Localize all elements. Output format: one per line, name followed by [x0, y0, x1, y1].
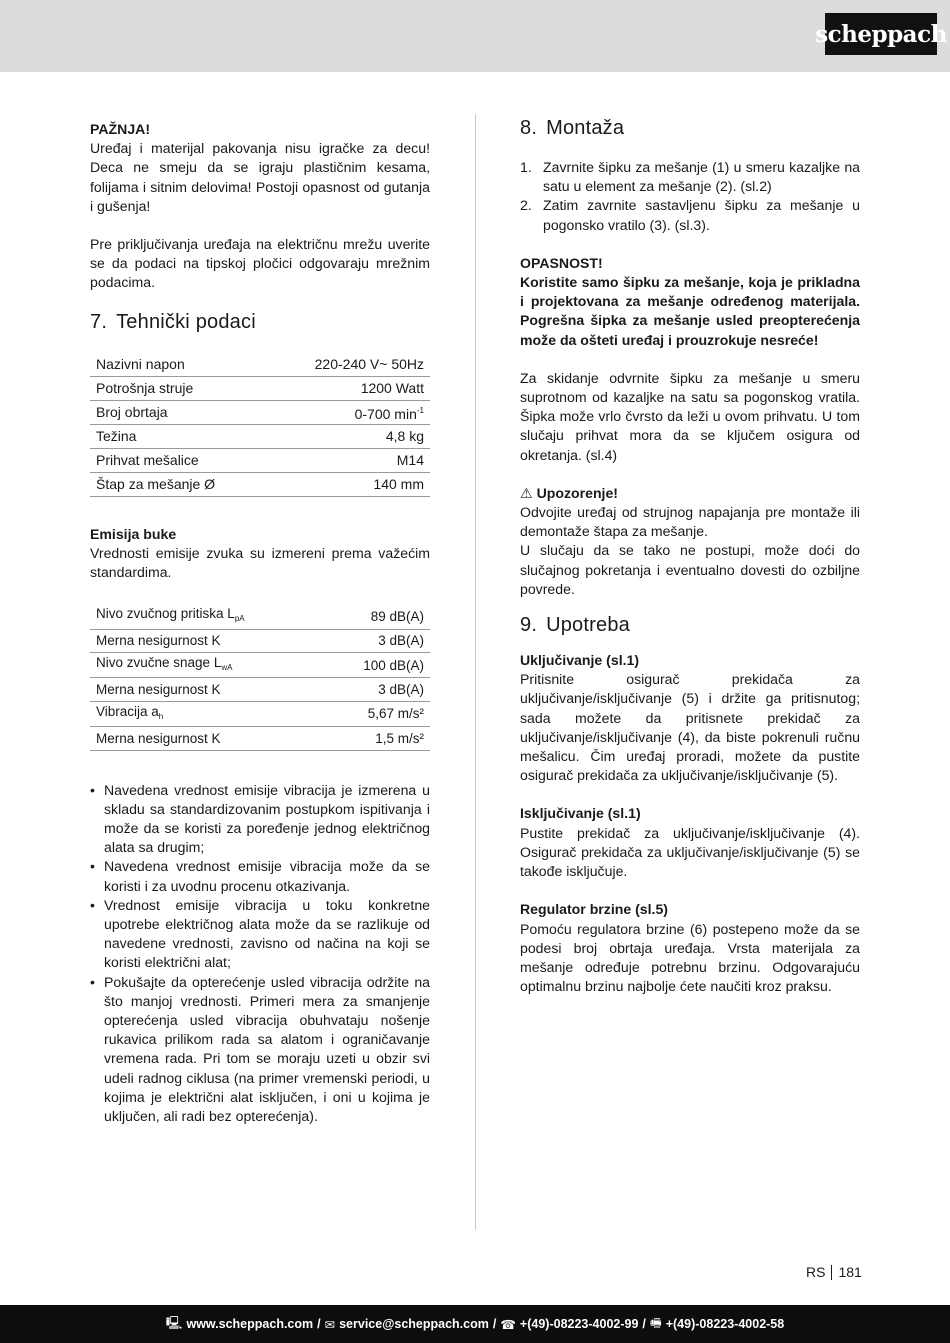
fax-icon: 🖷: [649, 1315, 662, 1330]
tech-label: Broj obrtaja: [90, 400, 267, 424]
caution-title: ⚠ Upozorenje!: [520, 484, 618, 501]
noise-value: 3 dB(A): [324, 678, 430, 702]
tech-label: Potrošnja struje: [90, 376, 267, 400]
tech-value: M14: [267, 448, 430, 472]
unit-superscript: -1: [416, 405, 424, 415]
warning-text: Uređaj i materijal pakovanja nisu igračke za decu! Deca ne smeju da se igraju plastičnim kesama, folijama i sitnim delovima! Postoji opasnost od gutanja i gušenja!: [90, 140, 430, 214]
table-row: [90, 727, 430, 751]
scheppach-logo: scheppach: [825, 13, 937, 55]
left-column: [90, 120, 430, 1126]
speed-title: Regulator brzine (sl.5): [520, 901, 669, 918]
tech-value: 0-700 $\min^{-1}$: [267, 400, 430, 424]
table-row: [90, 629, 430, 653]
noise-label: Nivo zvučne snage $L_{wA}$: [90, 653, 324, 678]
speed-text: Pomoću regulatora brzine (6) postepeno može da se podesi broj obrtaja uređaja. Vrsta materijala za mešanje određuje potrebnu brzinu. Odgovarajuću optimalnu brzinu najbolje ćete naučiti kroz praksu.: [520, 920, 860, 995]
page-num: 181: [838, 1264, 862, 1280]
danger-text: Koristite samo šipku za mešanje, koja je prikladna i projektovana za mešanje određenog materijala. Pogrešna šipka za mešanje usled preopterećenja može da ošteti uređaj i prouzrokuje nesreće!: [520, 274, 860, 348]
table-row: [90, 678, 430, 702]
noise-label: Merna nesigurnost K: [90, 629, 324, 653]
noise-label: Merna nesigurnost K: [90, 727, 324, 751]
noise-value: 1,5 m/s²: [324, 727, 430, 751]
table-row: [90, 376, 430, 400]
mains-text: Pre priključivanja uređaja na električnu mrežu uverite se da podaci na tipskoj pločici odgovaraju mrežnim podacima.: [90, 236, 430, 291]
use-heading: 9. Upotreba: [520, 614, 630, 637]
tech-value: 140 mm: [267, 472, 430, 496]
danger-title: OPASNOST!: [520, 254, 603, 271]
table-row: [90, 353, 430, 377]
table-row: [90, 604, 430, 629]
column-divider: [475, 114, 476, 1230]
table-row: [90, 653, 430, 678]
right-column: [520, 116, 860, 996]
noise-value: 5,67 m/s²: [324, 701, 430, 726]
list-item: • Vrednost emisije vibracija u toku konkretne upotrebe električnog alata može da se razlikuje od navedene vrednosti, zavisno od načina na koji se koristi električni alat;: [90, 896, 430, 973]
noise-text: Vrednosti emisije zvuka su izmereni prema važećim standardima.: [90, 545, 430, 581]
noise-value: 89 dB(A): [324, 604, 430, 629]
table-row: [90, 424, 430, 448]
switch-off-text: Pustite prekidač za uključivanje/isključivanje (4). Osigurač prekidača za uključivanje/isključivanje (5) se takođe isključuje.: [520, 824, 860, 880]
warning-icon: ⚠: [520, 484, 533, 501]
tech-label: Nazivni napon: [90, 353, 267, 377]
noise-table: [90, 604, 430, 750]
footer-web[interactable]: www.scheppach.com: [186, 1317, 314, 1331]
switch-off-title: Isključivanje (sl.1): [520, 805, 641, 822]
page-lang: RS: [806, 1264, 826, 1280]
noise-title: Emisija buke: [90, 525, 177, 542]
footer-fax: +(49)-08223-4002-58: [665, 1317, 785, 1331]
noise-label: Merna nesigurnost K: [90, 678, 324, 702]
table-row: [90, 448, 430, 472]
switch-on-text: Pritisnite osigurač prekidača za uključivanje/isključivanje (5) i držite ga pritisnutog; sada možete da pritisnete prekidač za uključivanje/isključivanje (4), da biste pokrenuli ručnu mešalicu. Čim uređaj proradi, možete da pustite osigurač prekidača za uključivanje/isključivanje (5).: [520, 671, 860, 784]
list-item: 2. Zatim zavrnite sastavljenu šipku za mešanje u pogonsko vratilo (3). (sl.3).: [520, 197, 860, 233]
noise-label: Vibracija $a_h$: [90, 701, 324, 726]
tech-value: 1200 Watt: [267, 376, 430, 400]
table-row: [90, 400, 430, 424]
list-item: • Navedena vrednost emisije vibracija je izmerena u skladu sa standardizovanim postupkom ispitivanja i može da se koristi za poređenje jednog električnog alata sa drugim;: [90, 781, 430, 858]
mount-heading: 8. Montaža: [520, 117, 625, 139]
table-row: [90, 701, 430, 726]
page-number: [806, 1264, 862, 1280]
footer-mail[interactable]: service@scheppach.com: [339, 1317, 489, 1331]
caution-text-1: Odvojite uređaj od strujnog napajanja pre montaže ili demontaže štapa za mešanje.: [520, 504, 860, 540]
tech-label: Prihvat mešalice: [90, 448, 267, 472]
warning-title: PAŽNJA!: [90, 121, 151, 137]
switch-on-title: Uključivanje (sl.1): [520, 652, 640, 669]
footer-bar: 🖳 www.scheppach.com / ✉ service@scheppach.com / ☎ +(49)-08223-4002-99 / 🖷 +(49)-08223-4002-58: [0, 1305, 950, 1343]
tech-value: 220-240 V~ 50Hz: [267, 353, 430, 377]
tech-label: Štap za mešanje Ø: [90, 472, 267, 496]
noise-value: 3 dB(A): [324, 629, 430, 653]
tech-label: Težina: [90, 424, 267, 448]
tech-value: 4,8 kg: [267, 424, 430, 448]
list-item: 1. Zavrnite šipku za mešanje (1) u smeru kazaljke na satu u element za mešanje (2). (sl.2): [520, 159, 860, 195]
list-item: • Navedena vrednost emisije vibracija može da se koristi i za uvodnu procenu otkazivanja.: [90, 857, 430, 895]
header-bar: [0, 0, 950, 72]
noise-value: 100 dB(A): [324, 653, 430, 678]
noise-label: Nivo zvučnog pritiska $L_{pA}$: [90, 604, 324, 629]
table-row: [90, 472, 430, 496]
vibration-bullets: [90, 781, 430, 1127]
phone-icon: ☎: [500, 1317, 516, 1332]
footer-phone: +(49)-08223-4002-99: [519, 1317, 639, 1331]
removal-text: Za skidanje odvrnite šipku za mešanje u smeru suprotnom od kazaljke na satu sa pogonskog vratila. Šipka može vrlo čvrsto da leži u ovom prihvatu. U tom slučaju prihvat mora da se ključem osigura od okretanja. (sl.4): [520, 369, 860, 463]
caution-text-2: U slučaju da se tako ne postupi, može doći do slučajnog pokretanja i eventualno dovesti do ozbiljne povrede.: [520, 542, 860, 597]
computer-icon: 🖳: [165, 1315, 183, 1330]
list-item: • Pokušajte da opterećenje usled vibracija održite na što manjoj vrednosti. Primeri mera za smanjenje opterećenja usled vibracija obuhvataju nošenje rukavica prilikom rada sa alatom i ograničavanje vremena rada. Pri tom se moraju uzeti u obzir svi udeli radnog ciklusa (na primer vremenski periodi, u kojima je električni alat isključen, i oni u kojima je uključen, ali radi bez opterećenja).: [90, 973, 430, 1127]
mount-steps: [520, 158, 860, 235]
tech-heading: 7. Tehnički podaci: [90, 310, 256, 333]
tech-table: [90, 353, 430, 497]
mail-icon: ✉: [324, 1317, 336, 1332]
